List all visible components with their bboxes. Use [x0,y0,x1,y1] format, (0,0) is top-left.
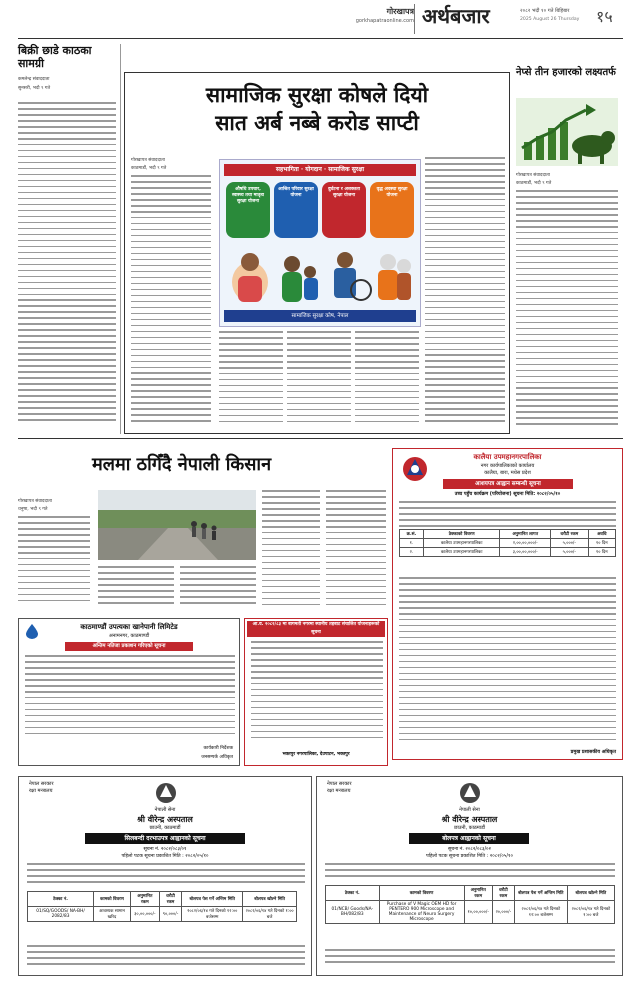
table-cell: Purchase of V Magic OEM HD for PENTERO 900 Microscope and Maintenance of Neuro Surgery Microscope [379,901,464,924]
left-story-headline: बिक्री छाडे काठका सामग्री [18,44,92,70]
bhaktapur-body [251,641,383,747]
kukl-office: अनामनगर, काठमाण्डौं [108,633,150,639]
birendra-notice-2 [316,776,623,976]
ssf-card-3 [322,182,366,238]
kukl-notice [18,618,240,766]
kaleya-title: आशयपत्र आह्वान सम्बन्धी सूचना [443,479,573,489]
ssf-illustration [226,242,414,306]
birendra2-title: बोलपत्र आह्वानको सूचना [409,833,529,844]
table-cell: १०,००,०००/- [464,901,492,924]
header-date-en: 2025 August 26 Thursday [520,17,580,22]
table-cell: आवश्यक सामान खरिद [94,907,131,922]
kaleya-terms [399,577,616,745]
kaleya-th-5: अवधि [588,530,615,539]
birendra1-intro [27,863,305,889]
header-date: २०८२ भदौ १० गते बिहिबार [520,8,570,14]
header-divider [414,4,415,34]
birendra1-ministry: रक्षा मन्त्रालय [29,788,53,794]
table-header: ठेक्का नं. [28,892,94,907]
kaleya-th-2: ठेक्काको विवरण [423,530,500,539]
table-header: बोलपत्र खोल्ने मिति [567,886,614,901]
table-cell: १. [400,539,424,548]
kaleya-table [399,529,616,557]
ssf-graphic [219,159,421,327]
farmer-byline: गोरखापत्र संवाददाता [18,499,52,504]
kaleya-org: कालैया उपमहानगरपालिका [473,453,542,461]
table-header: धरौटी रकम [492,886,514,901]
right-story-byline: गोरखापत्र संवाददाता [516,173,550,178]
birendra2-ministry: रक्षा मन्त्रालय [327,788,351,794]
table-cell: १० दिन [588,548,615,557]
birendra2-intro [325,863,615,883]
left-story-body [18,102,116,430]
main-byline: गोरखापत्र संवाददाता [131,158,165,163]
farmer-dateline: धनुषा, भदौ ९ गते [18,507,48,512]
army-emblem-icon [151,781,181,805]
birendra1-gov: नेपाल सरकार [29,781,54,787]
main-headline-2: सात अर्ब नब्बे करोड साप्टी [215,111,419,135]
left-story [18,44,116,432]
kukl-sig-2: जनसम्पर्क अधिकृत [201,755,233,760]
table-cell: ३,००,००,०००/- [500,548,550,557]
kaleya-place: कालैया, बारा, मधेस प्रदेश [484,470,531,476]
ssf-card-1-title: औषधि उपचार, स्वास्थ्य तथा मातृत्व सुरक्षा योजना [232,187,264,204]
ssf-card-1 [226,182,270,238]
table-cell: 01/SQ/GOODS/ NA-BH/ 2082/83 [28,907,94,922]
birendra1-footer [27,945,305,971]
table-row [326,901,615,924]
page-number: १५ [596,7,613,26]
section-rule [18,438,623,439]
table-row [400,539,616,548]
table-cell: कालैया उपमहानगरपालिका [423,548,500,557]
main-headline-1: सामाजिक सुरक्षा कोषले दियो [205,83,429,107]
birendra1-first-date: पहिलो पटक सूचना प्रकाशित मिति : २०८२/०५/१० [121,854,209,859]
kaleya-intro [399,501,616,527]
table-cell: २०,०००/- [492,901,514,924]
main-col-1 [131,175,211,429]
bhaktapur-notice [244,618,388,766]
birendra1-hospital: श्री वीरेन्द्र अस्पताल [137,815,193,824]
header-site[interactable]: gorkhapatraonline.com [355,18,414,24]
ssf-card-4 [370,182,414,238]
farmer-col-4 [262,490,320,610]
birendra2-hospital: श्री वीरेन्द्र अस्पताल [441,815,498,824]
birendra1-table [27,891,297,922]
kaleya-th-1: क्र.सं. [400,530,424,539]
main-story-box [124,72,510,434]
birendra1-title: सिलबन्दी दरभाउपत्र आह्वानको सूचना [85,833,245,844]
right-story-headline: नेप्से तीन हजारको लक्ष्यतर्फ [516,67,616,78]
left-story-dateline: सुनसरी, भदौ ९ गते [18,86,51,91]
table-row [400,548,616,557]
kukl-org: काठमाण्डौं उपत्यका खानेपानी लिमिटेड [80,623,178,631]
army-emblem-icon [455,781,485,805]
header-brand: गोरखापत्र [386,7,414,16]
table-cell: १० दिन [588,539,615,548]
ssf-card-2 [274,182,318,238]
column-rule [120,44,121,434]
table-header: कामको विवरण [94,892,131,907]
kaleya-th-3: अनुमानित लागत [500,530,550,539]
ssf-footer: सामाजिक सुरक्षा कोष, नेपाल [224,310,416,322]
birendra2-first-date: पहिलो पटक सूचना प्रकाशित मिति : २०८२/०५/१० [426,854,513,859]
kukl-title: अन्तिम नतिजा प्रकाशन गरिएको सूचना [65,642,193,651]
table-cell: ९०,०००/- [159,907,181,922]
ssf-banner: सहभागिता · योगदान · सामाजिक सुरक्षा [224,164,416,176]
kaleya-subtitle: उच्च पहुँच कार्यक्रम (परियोजना) सूचना मिति: २०८२/०५/१० [454,492,561,497]
kaleya-notice [392,448,623,760]
table-header: बोलपत्र पेश गर्ने अन्तिम मिति [514,886,567,901]
table-cell: २०८२/०६/१४ गते दिनको १२:०० बजेसम्म [182,907,243,922]
table-header: ठेक्का नं. [326,886,380,901]
table-cell: ५,०००/- [550,539,588,548]
farmer-col-2 [98,566,174,610]
table-cell: कालैया उपमहानगरपालिका [423,539,500,548]
kaleya-th-4: धरौटी रकम [550,530,588,539]
table-header: अनुमानित रकम [130,892,159,907]
masthead [0,0,636,44]
farmer-col-3 [180,566,256,610]
table-cell: २०८२/०६/१४ गते दिनको १:०० बजे [567,901,614,924]
table-header: बोलपत्र पेश गर्ने अन्तिम मिति [182,892,243,907]
farmer-photo [98,490,256,560]
birendra2-table [325,885,615,924]
birendra1-place: छाउनी, काठमाडौं [149,825,181,831]
main-dateline: काठमाडौं, भदौ ९ गते [131,166,167,171]
birendra-notice-1 [18,776,312,976]
birendra2-place: छाउनी, काठमाडौं [453,825,486,831]
section-title: अर्थबजार [422,4,490,28]
birendra1-army: नेपाली सेना [154,807,176,813]
table-row [28,907,297,922]
kukl-body [25,655,235,739]
main-col-4 [355,331,419,429]
nepse-bull-image [516,98,618,166]
bhaktapur-title: आ.व. २०८२/८३ मा बागमती नगरमा स्थानीय तहबाट संचालित योजनाहरूको सूचना [247,621,385,637]
farmer-headline: मलमा ठगिँदै नेपाली किसान [92,454,272,475]
table-header: धरौटी रकम [159,892,181,907]
left-story-byline: कमलेन्द्र संवाददाता [18,77,50,82]
table-header: कामको विवरण [379,886,464,901]
kukl-sig-1: कार्यकारी निर्देशक [203,746,233,751]
bhaktapur-signature: भक्तपुर नगरपालिका, देउपाटन, भक्तपुर [282,752,350,757]
farmer-col-1 [18,516,90,610]
birendra1-notice-no: सूचना नं. २०८२/०८३/०१ [143,847,187,852]
birendra2-notice-no: सूचना नं. २०८२/०८३/०२ [447,847,492,852]
ssf-card-2-title: आश्रित परिवार सुरक्षा योजना [278,187,314,198]
right-story [516,66,618,434]
birendra2-footer [325,949,615,971]
farmer-col-5 [326,490,386,610]
table-cell: 01/NCB/ Goods/NA-BH/082/83 [326,901,380,924]
main-col-5 [425,157,505,429]
table-cell: ५,०००/- [550,548,588,557]
ssf-card-3-title: दुर्घटना र अशक्तता सुरक्षा योजना [328,187,360,198]
table-header: बोलपत्र खोल्ने मिति [243,892,297,907]
kaleya-office: नगर कार्यपालिकाको कार्यालय [480,463,535,469]
table-cell: २०८२/०६/१४ गते दिनको १:०० बजे [243,907,297,922]
table-cell: २०८२/०६/१४ गते दिनको १२:०० बजेसम्म [514,901,567,924]
ssf-card-4-title: वृद्ध अवस्था सुरक्षा योजना [376,187,408,198]
right-story-dateline: काठमाडौं, भदौ ९ गते [516,181,552,186]
kaleya-signature: प्रमुख प्रशासकीय अधिकृत [570,750,616,755]
right-story-body [516,190,618,432]
birendra2-army: नेपाली सेना [459,807,480,813]
table-header: अनुमानित रकम [464,886,492,901]
table-cell: २,००,००,०००/- [500,539,550,548]
main-col-2 [219,331,283,429]
table-cell: ३०,००,०००/- [130,907,159,922]
farmer-story [18,442,388,612]
header-rule [18,38,623,39]
table-cell: २. [400,548,424,557]
main-col-3 [287,331,351,429]
birendra2-gov: नेपाल सरकार [327,781,352,787]
